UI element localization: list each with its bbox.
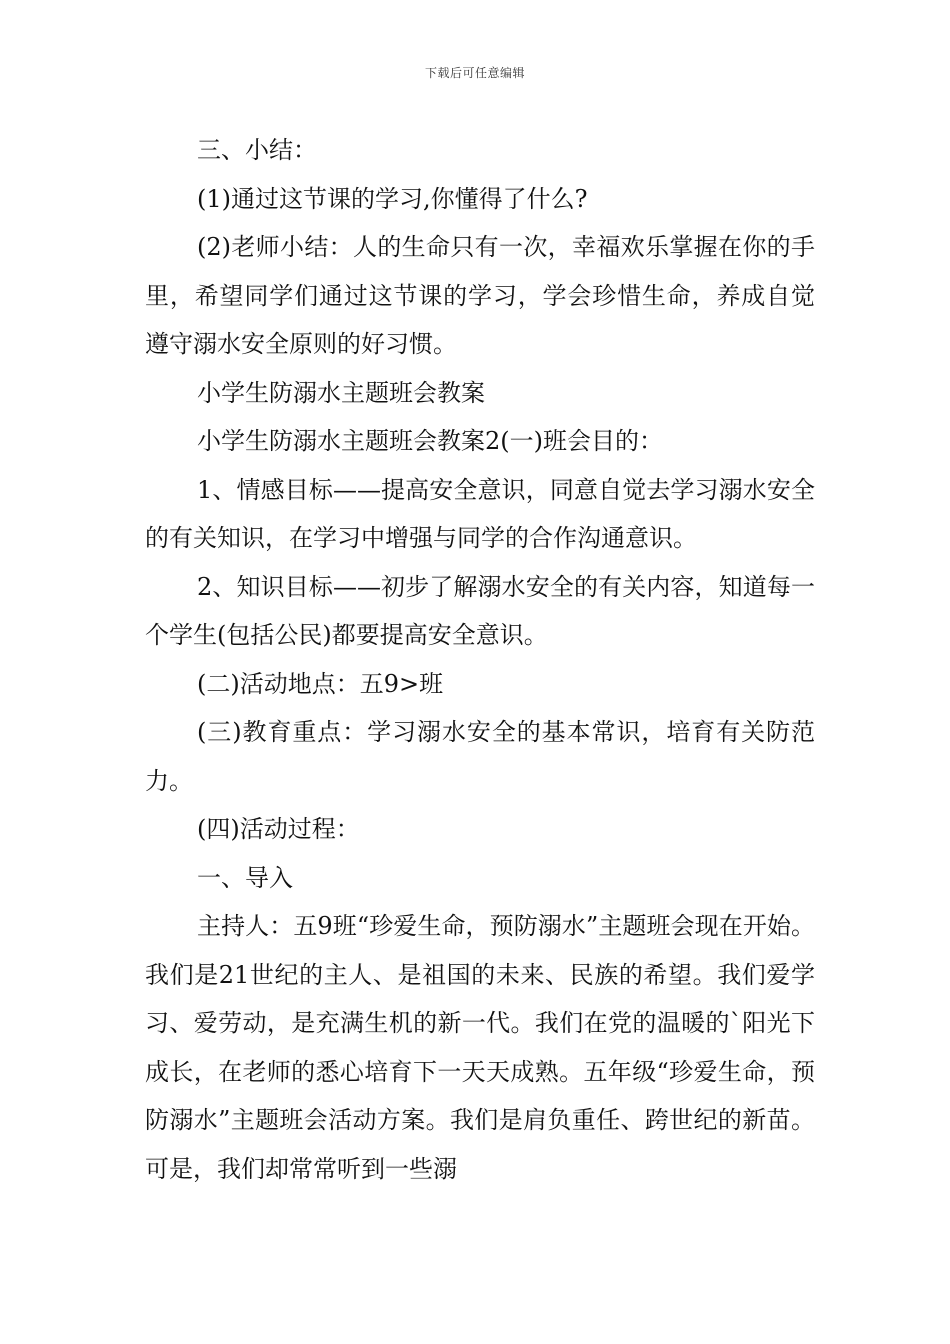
paragraph: 主持人：五9班“珍爱生命，预防溺水”主题班会现在开始。我们是21世纪的主人、是祖国的未来、民族的希望。我们爱学习、爱劳动，是充满生机的新一代。我们在党的温暖的`阳光下成长，在老师的悉心培育下一天天成熟。五年级“珍爱生命，预防溺水”主题班会活动方案。我们是肩负重任、跨世纪的新苗。可是，我们却常常听到一些溺 <box>145 912 815 1183</box>
paragraph: (三)教育重点：学习溺水安全的基本常识，培育有关防范力。 <box>145 718 815 795</box>
section-heading-intro: 一、导入 <box>197 863 293 892</box>
document-body <box>145 126 815 1193</box>
paragraph: 小学生防溺水主题班会教案2(一)班会目的： <box>197 427 663 455</box>
paragraph: (2)老师小结：人的生命只有一次，幸福欢乐掌握在你的手里，希望同学们通过这节课的学习，学会珍惜生命，养成自觉遵守溺水安全原则的好习惯。 <box>145 233 815 358</box>
paragraph: 2、知识目标——初步了解溺水安全的有关内容，知道每一个学生(包括公民)都要提高安全意识。 <box>145 572 815 649</box>
paragraph: 1、情感目标——提高安全意识，同意自觉去学习溺水安全的有关知识，在学习中增强与同学的合作沟通意识。 <box>145 475 815 552</box>
lesson-title: 小学生防溺水主题班会教案 <box>197 378 485 407</box>
paragraph: (四)活动过程： <box>197 815 360 843</box>
page-header: 下载后可任意编辑 <box>424 66 525 80</box>
section-heading-summary: 三、小结： <box>197 136 317 164</box>
paragraph: (1)通过这节课的学习,你懂得了什么? <box>197 184 588 213</box>
paragraph: (二)活动地点：五9>班 <box>197 669 444 698</box>
